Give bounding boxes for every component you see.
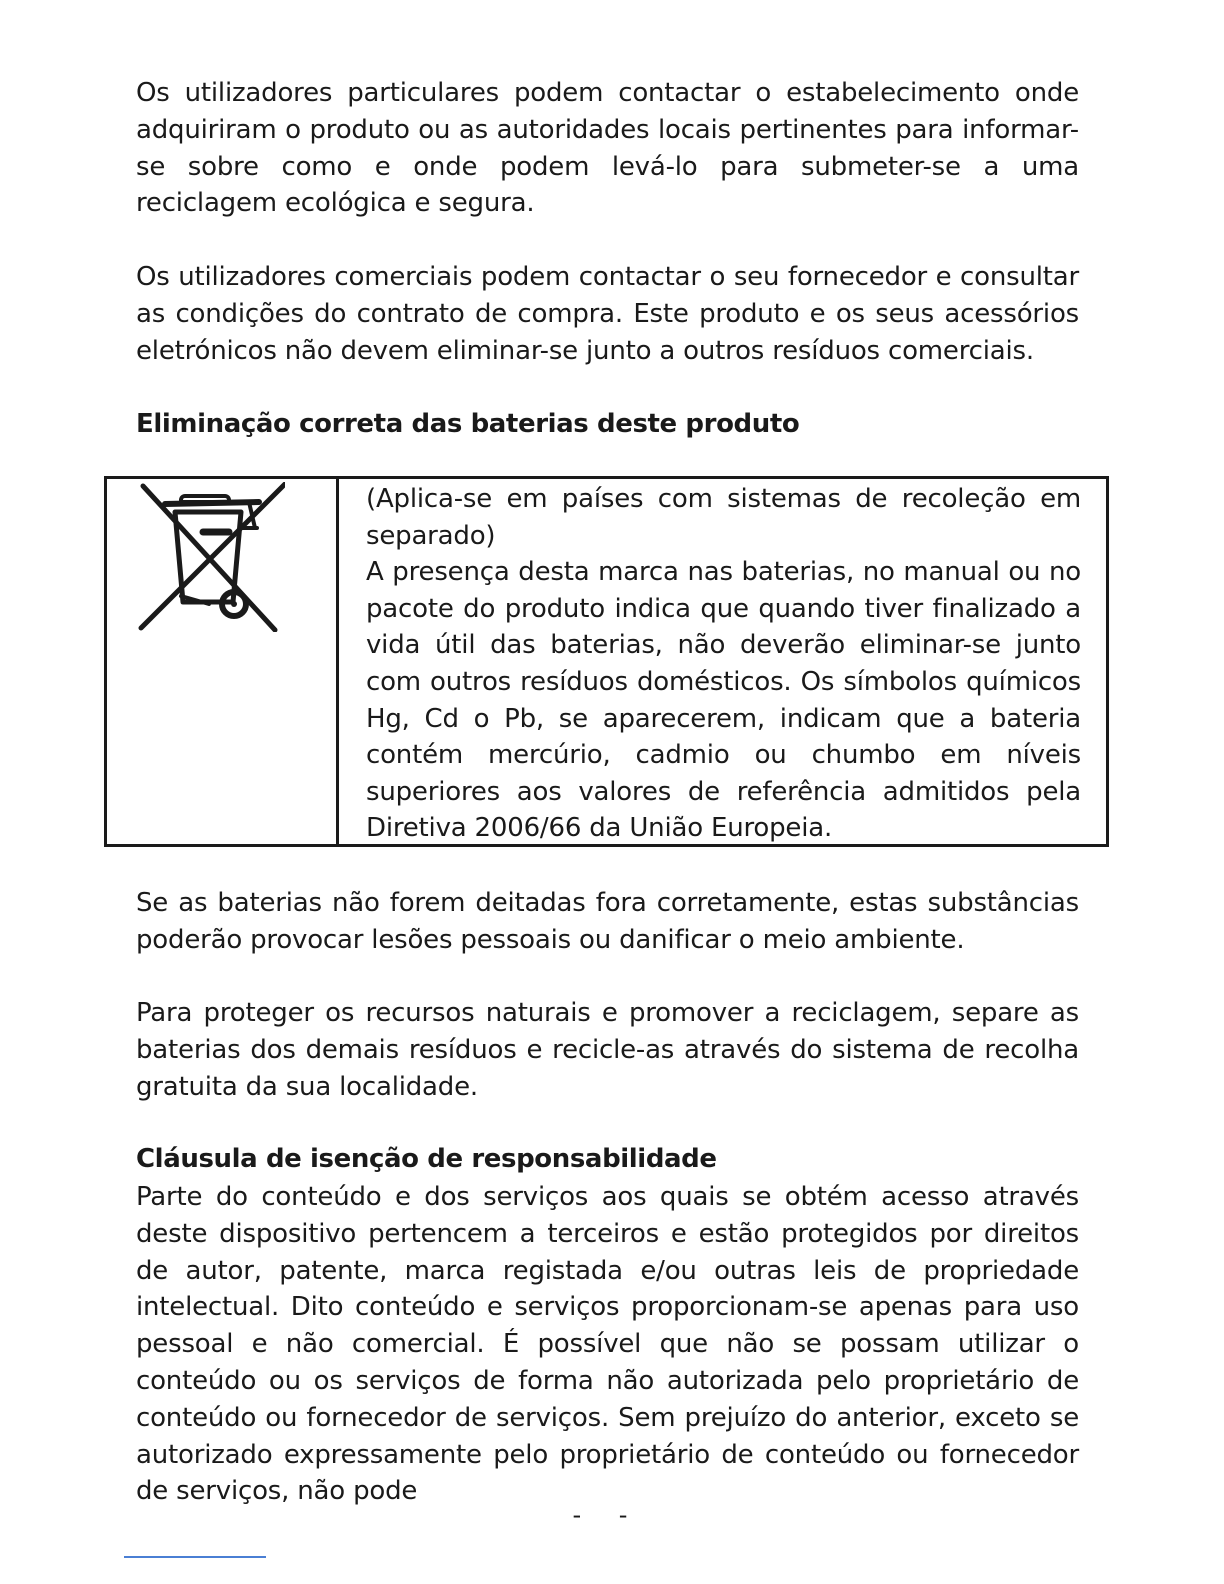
footer-divider [124, 1556, 266, 1558]
battery-notice-text [366, 481, 1081, 847]
disclaimer-paragraph: Parte do conteúdo e dos serviços aos quais se obtém acesso através deste dispositivo pertencem a terceiros e estão protegidos por direitos de autor, patente, marca registada e/ou outras leis de propriedade intelectual. Dito conteúdo e serviços proporcionam-se apenas para uso pessoal e não comercial. É possível que não se possam utilizar o conteúdo ou os serviços de forma não autorizada pelo proprietário de conteúdo ou fornecedor de serviços. Sem prejuízo do anterior, exceto se autorizado expressamente pelo proprietário de conteúdo ou fornecedor de serviços, não pode [136, 1182, 1079, 1507]
page-number: - - [572, 1501, 628, 1529]
disclaimer-heading: Cláusula de isenção de responsabilidade [136, 1144, 717, 1174]
private-users-paragraph: Os utilizadores particulares podem contactar o estabelecimento onde adquiriram o produto ou as autoridades locais pertinentes para informar-se sobre como e onde podem levá-lo para submeter-se a uma reciclagem ecológica e segura. [136, 78, 1079, 219]
battery-recycling-paragraph: Para proteger os recursos naturais e promover a reciclagem, separe as baterias dos demais resíduos e recicle-as através do sistema de recolha gratuita da sua localidade. [136, 998, 1079, 1102]
battery-disposal-heading: Eliminação correta das baterias deste produto [136, 409, 800, 439]
battery-notice-table [104, 476, 1109, 847]
battery-risk-paragraph: Se as baterias não forem deitadas fora corretamente, estas substâncias poderão provocar lesões pessoais ou danificar o meio ambiente. [136, 888, 1079, 955]
table-divider [336, 479, 339, 844]
commercial-users-paragraph: Os utilizadores comerciais podem contactar o seu fornecedor e consultar as condições do contrato de compra. Este produto e os seus acessórios eletrónicos não devem eliminar-se junto a outros resíduos comerciais. [136, 262, 1079, 366]
notice-mark-text: A presença desta marca nas baterias, no manual ou no pacote do produto indica que quando tiver finalizado a vida útil das baterias, não deverão eliminar-se junto com outros resíduos domésticos. Os símbolos químicos Hg, Cd o Pb, se aparecerem, indicam que a bateria contém mercúrio, cadmio ou chumbo em níveis superiores aos valores de referência admitidos pela Diretiva 2006/66 da União Europeia. [366, 557, 1081, 844]
crossed-out-wheelie-bin-icon [137, 482, 285, 632]
notice-applies-text: (Aplica-se em países com sistemas de recoleção em separado) [366, 484, 1081, 551]
